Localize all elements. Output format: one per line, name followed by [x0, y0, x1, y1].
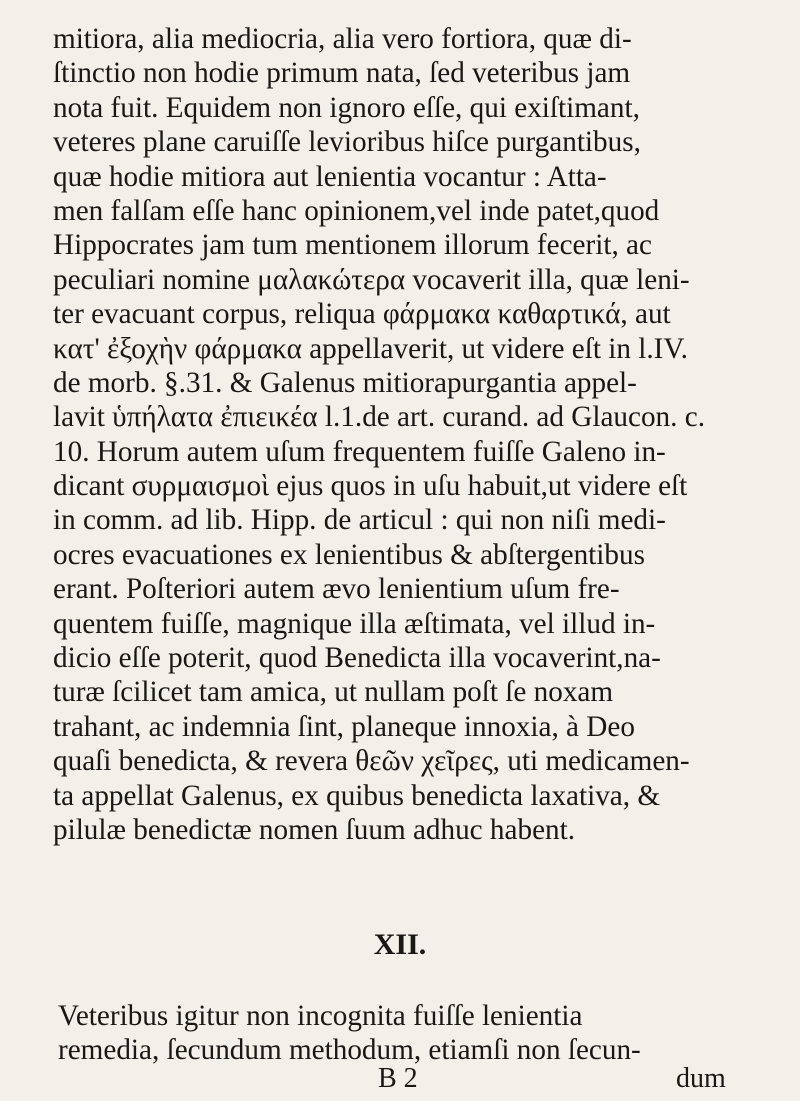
- section-heading: XII.: [373, 928, 427, 961]
- text-line: ſtinctio non hodie primum nata, ſed veteribus jam: [53, 57, 631, 90]
- text-line: lavit ὑπήλατα ἐπιεικέα l.1.de art. curand. ad Glaucon. c.: [53, 401, 705, 434]
- text-line: 10. Horum autem uſum frequentem fuiſſe Galeno in-: [53, 435, 666, 468]
- text-line: veteres plane caruiſſe levioribus hiſce purgantibus,: [53, 126, 641, 159]
- text-line: nota fuit. Equidem non ignoro eſſe, qui exiſtimant,: [53, 91, 640, 124]
- text-line: in comm. ad lib. Hipp. de articul : qui non niſi medi-: [53, 504, 666, 537]
- text-line: Veteribus igitur non incognita fuiſſe lenientia: [58, 1000, 583, 1032]
- text-line: ta appellat Galenus, ex quibus benedicta laxativa, &: [53, 779, 661, 812]
- text-line: de morb. §.31. & Galenus mitiorapurgantia appel-: [53, 366, 637, 399]
- text-line: quentem fuiſſe, magnique illa æſtimata, vel illud in-: [53, 607, 656, 640]
- text-line: ter evacuant corpus, reliqua φάρμακα καθαρτικά, aut: [53, 298, 671, 331]
- text-line: peculiari nomine μαλακώτερα vocaverit illa, quæ leni-: [53, 263, 690, 296]
- text-line: ocres evacuationes ex lenientibus & abſtergentibus: [53, 538, 645, 571]
- text-line: dicio eſſe poterit, quod Benedicta illa vocaverint,na-: [53, 642, 661, 675]
- second-paragraph: [58, 1000, 766, 1069]
- text-line: quaſi benedicta, & revera θεῶν χεῖρες, uti medicamen-: [53, 745, 690, 778]
- text-line: mitiora, alia mediocria, alia vero fortiora, quæ di-: [53, 23, 632, 55]
- signature-mark: B 2: [378, 1063, 418, 1094]
- text-line: Hippocrates jam tum mentionem illorum fecerit, ac: [53, 229, 652, 262]
- text-line: κατ' ἐξοχὴν φάρμακα appellaverit, ut videre eſt in l.IV.: [53, 332, 688, 365]
- text-line: quæ hodie mitiora aut lenientia vocantur : Atta-: [53, 160, 607, 193]
- text-line: men falſam eſſe hanc opinionem,vel inde patet,quod: [53, 194, 660, 227]
- text-line: erant. Poſteriori autem ævo lenientium uſum fre-: [53, 573, 620, 606]
- text-line: turæ ſcilicet tam amica, ut nullam poſt ſe noxam: [53, 676, 614, 709]
- text-line: trahant, ac indemnia ſint, planeque innoxia, à Deo: [53, 710, 635, 743]
- text-line: dicant συρμαισμοὶ ejus quos in uſu habuit,ut videre eſt: [53, 470, 688, 503]
- text-line: pilulæ benedictæ nomen ſuum adhuc habent.: [53, 813, 576, 846]
- catchword: dum: [676, 1063, 726, 1094]
- main-paragraph: [53, 22, 765, 847]
- text-line: remedia, ſecundum methodum, etiamſi non ſecun-: [58, 1034, 641, 1067]
